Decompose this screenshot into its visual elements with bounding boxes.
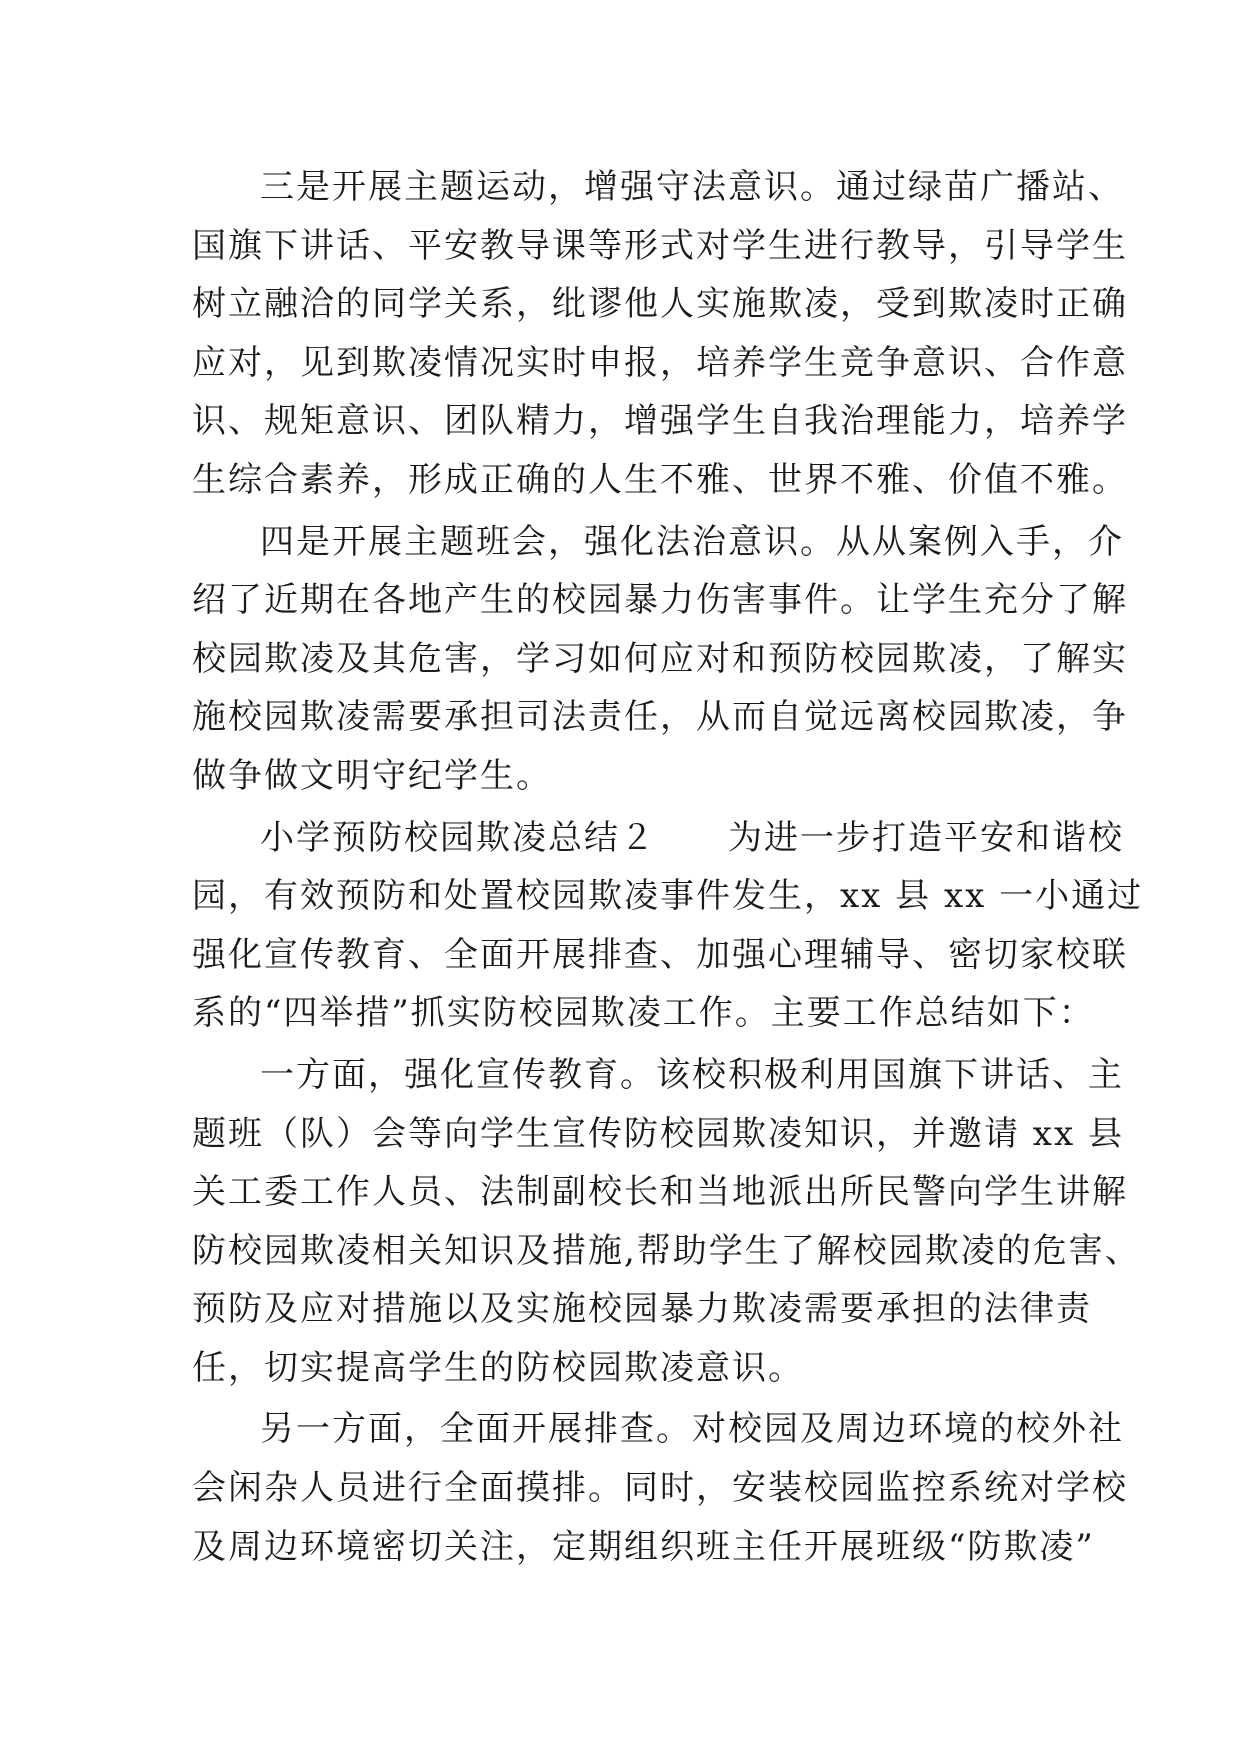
paragraph	[192, 809, 1144, 1043]
text-line: 生综合素养，形成正确的人生不雅、世界不雅、价值不雅。	[192, 459, 1128, 500]
text-line: 强化宣传教育、全面开展排查、加强心理辅导、密切家校联	[192, 934, 1128, 975]
text-line: 绍了近期在各地产生的校园暴力伤害事件。让学生充分了解	[192, 580, 1128, 621]
text-line: 四是开展主题班会，强化法治意识。从从案例入手，介	[260, 521, 1124, 562]
paragraph	[192, 513, 1128, 806]
text-line: 树立融洽的同学关系，纰谬他人实施欺凌，受到欺凌时正确	[192, 284, 1128, 325]
text-line: 预防及应对措施以及实施校园暴力欺凌需要承担的法律责	[192, 1289, 1092, 1330]
paragraph	[192, 158, 1128, 510]
text-line: 做争做文明守纪学生。	[192, 755, 552, 796]
body-text	[192, 158, 1144, 1576]
text-line: 一方面，强化宣传教育。该校积极利用国旗下讲话、主	[260, 1054, 1124, 1095]
paragraph	[192, 1046, 1141, 1398]
text-line: 另一方面，全面开展排查。对校园及周边环境的校外社	[260, 1409, 1124, 1450]
text-line: 题班（队）会等向学生宣传防校园欺凌知识，并邀请 xx 县	[192, 1113, 1124, 1154]
text-line: 防校园欺凌相关知识及措施,帮助学生了解校园欺凌的危害、	[192, 1230, 1141, 1271]
text-line: 三是开展主题运动，增强守法意识。通过绿苗广播站、	[260, 167, 1124, 207]
text-line: 小学预防校园欺凌总结２ 为进一步打造平安和谐校	[260, 817, 1124, 858]
text-line: 应对，见到欺凌情况实时申报，培养学生竞争意识、合作意	[192, 342, 1128, 383]
text-line: 关工委工作人员、法制副校长和当地派出所民警向学生讲解	[192, 1172, 1128, 1213]
text-line: 识、规矩意识、团队精力，增强学生自我治理能力，培养学	[192, 401, 1128, 442]
text-line: 系的“四举措”抓实防校园欺凌工作。主要工作总结如下：	[192, 993, 1095, 1034]
text-line: 国旗下讲话、平安教导课等形式对学生进行教导，引导学生	[192, 225, 1128, 266]
text-line: 园，有效预防和处置校园欺凌事件发生，xx 县 xx 一小通过	[192, 876, 1144, 917]
text-line: 及周边环境密切关注，定期组织班主任开展班级“防欺凌”	[192, 1526, 1095, 1567]
text-line: 会闲杂人员进行全面摸排。同时，安装校园监控系统对学校	[192, 1468, 1128, 1509]
paragraph	[192, 1400, 1128, 1576]
text-line: 施校园欺凌需要承担司法责任，从而自觉远离校园欺凌，争	[192, 697, 1128, 738]
text-line: 校园欺凌及其危害，学习如何应对和预防校园欺凌，了解实	[192, 638, 1128, 679]
text-line: 任，切实提高学生的防校园欺凌意识。	[192, 1347, 804, 1388]
